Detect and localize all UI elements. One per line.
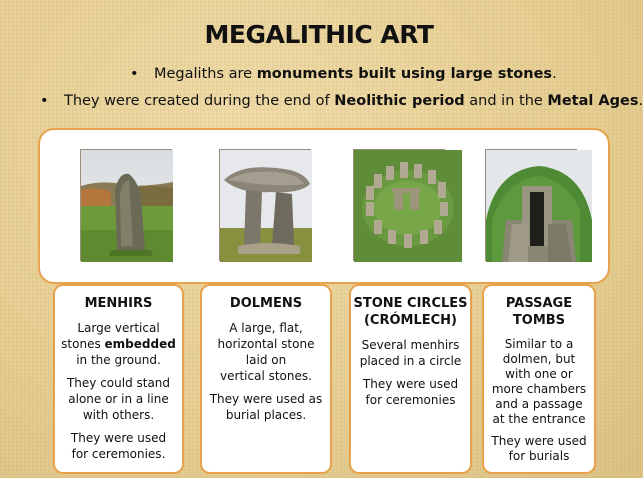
- card-usage: They were used as burial places.: [209, 392, 323, 422]
- dolmen-photo: [219, 149, 311, 261]
- card-description: They could stand alone or in a line with others.: [66, 376, 171, 422]
- bullet-dot: •: [130, 66, 139, 82]
- card-dolmens: [200, 284, 332, 474]
- card-heading: STONE CIRCLES (CRÓMLECH): [353, 296, 468, 328]
- card-description: A large, flat, horizontal stone laid on vertical stones.: [217, 321, 315, 383]
- bullet-megaliths-definition: • Megaliths are monuments built using large stones.: [130, 66, 557, 82]
- card-heading: DOLMENS: [229, 296, 303, 311]
- card-stone-circles: [349, 284, 472, 474]
- slide-title: MEGALITHIC ART: [204, 20, 434, 49]
- passage-tomb-photo: [485, 149, 577, 261]
- menhir-photo: [80, 149, 172, 261]
- card-description: Several menhirs placed in a circle: [359, 338, 462, 368]
- bullet-megaliths-period: • They were created during the end of Neolithic period and in the Metal Ages.: [40, 93, 643, 109]
- card-description: Similar to a dolmen, but with one or more chambers and a passage at the entrance: [491, 337, 587, 426]
- card-menhirs: [53, 284, 184, 474]
- card-passage-tombs: [482, 284, 596, 474]
- card-usage: They were used for burials: [491, 434, 587, 463]
- card-heading: PASSAGE TOMBS: [505, 296, 573, 328]
- stone-circle-photo: [353, 149, 445, 261]
- card-description: Large vertical stones embedded in the ground.: [61, 321, 176, 367]
- bullet-dot: •: [40, 93, 49, 109]
- card-usage: They were used for ceremonies.: [70, 431, 167, 461]
- card-heading: MENHIRS: [84, 296, 153, 311]
- card-usage: They were used for ceremonies: [362, 377, 459, 407]
